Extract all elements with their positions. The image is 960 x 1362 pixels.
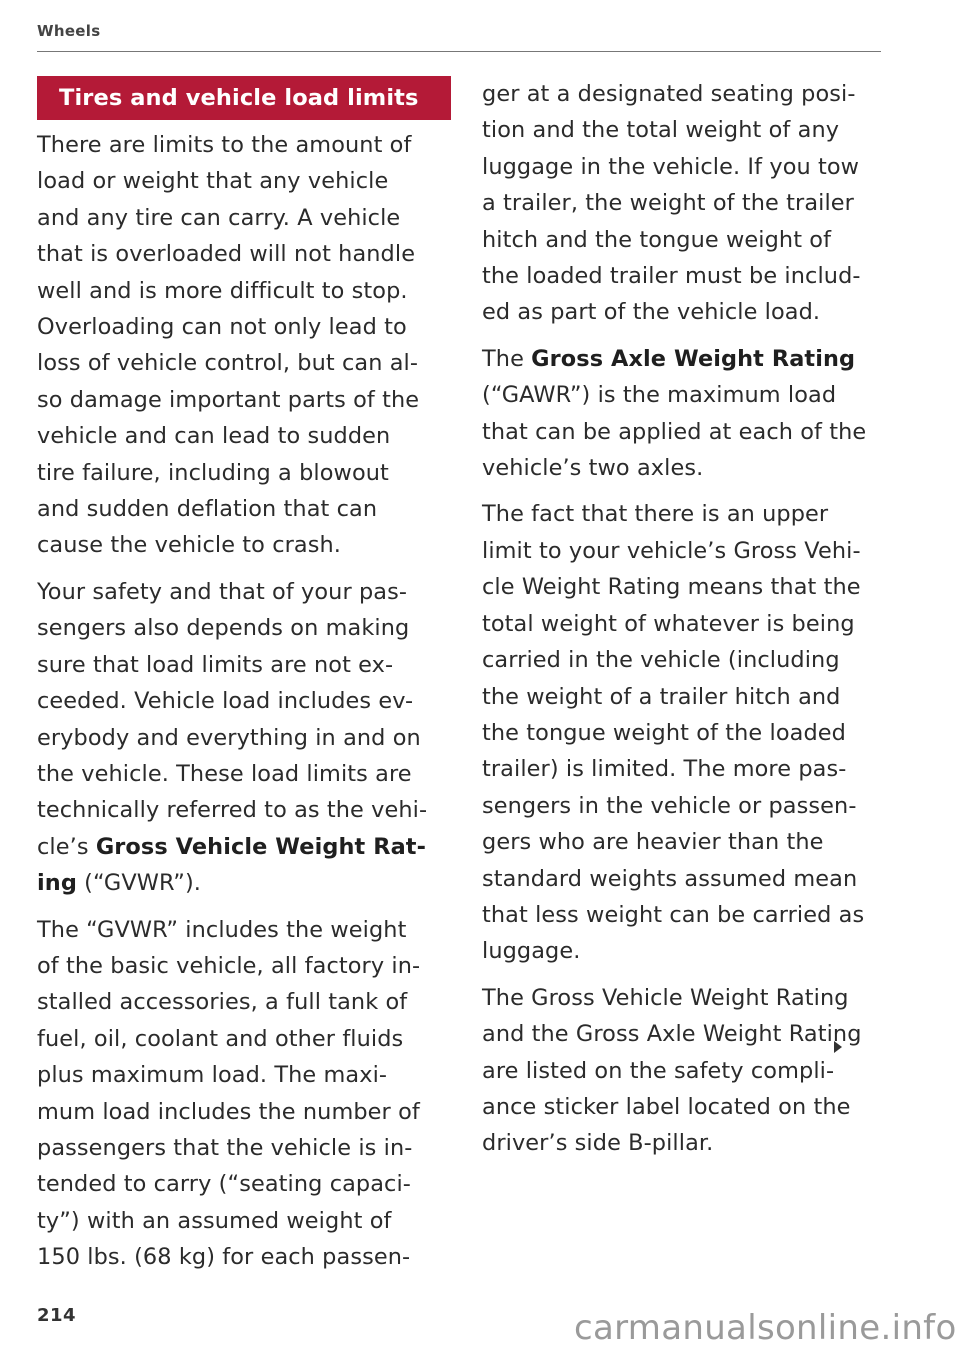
text-line	[482, 788, 902, 824]
text-segment: luggage.	[482, 938, 581, 965]
bold-term: Gross Axle Weight Rating	[531, 345, 856, 372]
text-line	[37, 345, 457, 381]
text-line	[37, 127, 457, 163]
text-line	[37, 720, 457, 756]
text-line	[37, 948, 457, 984]
text-line	[37, 756, 457, 792]
text-segment: hitch and the tongue weight of	[482, 226, 832, 253]
text-segment: tion and the total weight of any	[482, 117, 840, 144]
text-line	[482, 679, 902, 715]
text-line	[37, 1094, 457, 1130]
text-segment: ty”) with an assumed weight of	[37, 1207, 392, 1234]
text-segment: (“GAWR”) is the maximum load	[482, 382, 837, 409]
paragraph	[37, 127, 457, 564]
text-segment: load or weight that any vehicle	[37, 168, 389, 195]
text-line	[482, 149, 902, 185]
text-line	[37, 1021, 457, 1057]
text-segment: vehicle’s two axles.	[482, 455, 704, 482]
text-line	[482, 533, 902, 569]
bold-term: ing	[37, 870, 77, 897]
text-segment: The	[482, 345, 532, 372]
text-line	[37, 309, 457, 345]
text-segment: that is overloaded will not handle	[37, 241, 416, 268]
text-segment: ceeded. Vehicle load includes ev-	[37, 688, 414, 715]
text-segment: passengers that the vehicle is in-	[37, 1134, 413, 1161]
text-segment: and any tire can carry. A vehicle	[37, 204, 401, 231]
text-line	[37, 527, 457, 563]
text-line	[37, 647, 457, 683]
text-segment: Overloading can not only lead to	[37, 314, 407, 341]
text-line	[482, 824, 902, 860]
text-segment: driver’s side B-pillar.	[482, 1130, 714, 1157]
text-line	[482, 185, 902, 221]
text-segment: fuel, oil, coolant and other fluids	[37, 1025, 404, 1052]
paragraph	[482, 980, 902, 1162]
text-segment: the weight of a trailer hitch and	[482, 683, 841, 710]
paragraph	[482, 496, 902, 969]
text-line	[482, 1125, 902, 1161]
right-body-text	[482, 76, 902, 1162]
text-segment: stalled accessories, a full tank of	[37, 989, 408, 1016]
text-segment: and sudden deflation that can	[37, 496, 378, 523]
text-line	[482, 377, 902, 413]
text-segment: sengers in the vehicle or passen-	[482, 792, 857, 819]
text-segment: the tongue weight of the loaded	[482, 719, 846, 746]
text-segment: cle Weight Rating means that the	[482, 574, 861, 601]
text-segment: erybody and everything in and on	[37, 724, 421, 751]
text-line	[37, 200, 457, 236]
text-segment: 150 lbs. (68 kg) for each passen-	[37, 1244, 411, 1271]
text-segment: gers who are heavier than the	[482, 829, 824, 856]
text-line	[482, 606, 902, 642]
text-line	[37, 491, 457, 527]
text-line	[482, 751, 902, 787]
text-segment: plus maximum load. The maxi-	[37, 1062, 388, 1089]
text-line	[37, 1166, 457, 1202]
paragraph	[37, 912, 457, 1276]
text-line	[37, 382, 457, 418]
text-segment: and the Gross Axle Weight Rating	[482, 1021, 862, 1048]
text-segment: so damage important parts of the	[37, 386, 420, 413]
text-line	[37, 163, 457, 199]
text-line	[482, 341, 902, 377]
text-segment: The fact that there is an upper	[482, 501, 829, 528]
text-segment: cause the vehicle to crash.	[37, 532, 342, 559]
paragraph-gap	[482, 486, 902, 496]
text-segment: trailer) is limited. The more pas-	[482, 756, 847, 783]
text-line	[482, 715, 902, 751]
text-line	[482, 76, 902, 112]
text-line	[482, 861, 902, 897]
text-segment: ed as part of the vehicle load.	[482, 299, 821, 326]
text-segment: loss of vehicle control, but can al-	[37, 350, 419, 377]
text-line	[482, 642, 902, 678]
text-segment: Your safety and that of your pas-	[37, 578, 408, 605]
text-line	[482, 1053, 902, 1089]
text-segment: sengers also depends on making	[37, 615, 410, 642]
text-segment: well and is more difficult to stop.	[37, 277, 408, 304]
paragraph-gap	[482, 331, 902, 341]
text-line	[482, 414, 902, 450]
paragraph-gap	[37, 564, 457, 574]
paragraph	[37, 574, 457, 902]
text-line	[482, 222, 902, 258]
text-line	[37, 574, 457, 610]
text-segment: total weight of whatever is being	[482, 610, 855, 637]
text-line	[37, 792, 457, 828]
text-segment: The Gross Vehicle Weight Rating	[482, 984, 849, 1011]
paragraph-gap	[482, 970, 902, 980]
paragraph	[482, 76, 902, 331]
watermark: carmanualsonline.info	[574, 1308, 957, 1348]
section-title-banner: Tires and vehicle load limits	[37, 76, 451, 120]
text-line	[482, 112, 902, 148]
page-number: 214	[37, 1305, 77, 1326]
text-line	[37, 912, 457, 948]
text-line	[482, 980, 902, 1016]
text-segment: carried in the vehicle (including	[482, 647, 840, 674]
text-segment: standard weights assumed mean	[482, 865, 858, 892]
text-segment: that can be applied at each of the	[482, 418, 867, 445]
text-segment: are listed on the safety compli-	[482, 1057, 835, 1084]
text-segment: technically referred to as the vehi-	[37, 797, 428, 824]
text-line	[482, 450, 902, 486]
text-segment: (“GVWR”).	[76, 870, 201, 897]
text-line	[37, 418, 457, 454]
text-segment: cle’s	[37, 833, 96, 860]
text-line	[482, 897, 902, 933]
text-segment: a trailer, the weight of the trailer	[482, 190, 854, 217]
text-line	[482, 569, 902, 605]
text-line	[482, 1089, 902, 1125]
text-line	[37, 829, 457, 865]
text-segment: limit to your vehicle’s Gross Vehi-	[482, 537, 861, 564]
text-segment: the loaded trailer must be includ-	[482, 263, 861, 290]
text-segment: mum load includes the number of	[37, 1098, 420, 1125]
text-segment: luggage in the vehicle. If you tow	[482, 153, 860, 180]
left-column	[37, 76, 457, 1276]
text-segment: ance sticker label located on the	[482, 1093, 851, 1120]
text-line	[37, 236, 457, 272]
right-column	[482, 76, 902, 1162]
left-body-text	[37, 127, 457, 1276]
text-segment: tire failure, including a blowout	[37, 459, 389, 486]
text-line	[482, 496, 902, 532]
text-line	[37, 984, 457, 1020]
text-segment: There are limits to the amount of	[37, 132, 412, 158]
continue-arrow-icon	[834, 1041, 842, 1053]
text-line	[482, 294, 902, 330]
text-line	[37, 1203, 457, 1239]
text-segment: the vehicle. These load limits are	[37, 760, 412, 787]
text-line	[37, 610, 457, 646]
text-segment: ger at a designated seating posi-	[482, 81, 856, 107]
paragraph	[482, 341, 902, 487]
section-header: Wheels	[37, 22, 101, 40]
text-line	[37, 1239, 457, 1275]
text-line	[37, 683, 457, 719]
text-line	[37, 865, 457, 901]
header-divider	[37, 51, 881, 52]
text-segment: sure that load limits are not ex-	[37, 651, 394, 678]
text-segment: that less weight can be carried as	[482, 901, 865, 928]
text-line	[482, 933, 902, 969]
text-segment: tended to carry (“seating capaci-	[37, 1171, 411, 1198]
text-line	[37, 1130, 457, 1166]
text-line	[37, 273, 457, 309]
text-line	[482, 258, 902, 294]
text-line	[37, 1057, 457, 1093]
text-line	[37, 455, 457, 491]
paragraph-gap	[37, 902, 457, 912]
text-segment: The “GVWR” includes the weight	[37, 916, 407, 943]
text-segment: vehicle and can lead to sudden	[37, 423, 391, 450]
bold-term: Gross Vehicle Weight Rat-	[95, 833, 426, 860]
text-segment: of the basic vehicle, all factory in-	[37, 952, 421, 979]
